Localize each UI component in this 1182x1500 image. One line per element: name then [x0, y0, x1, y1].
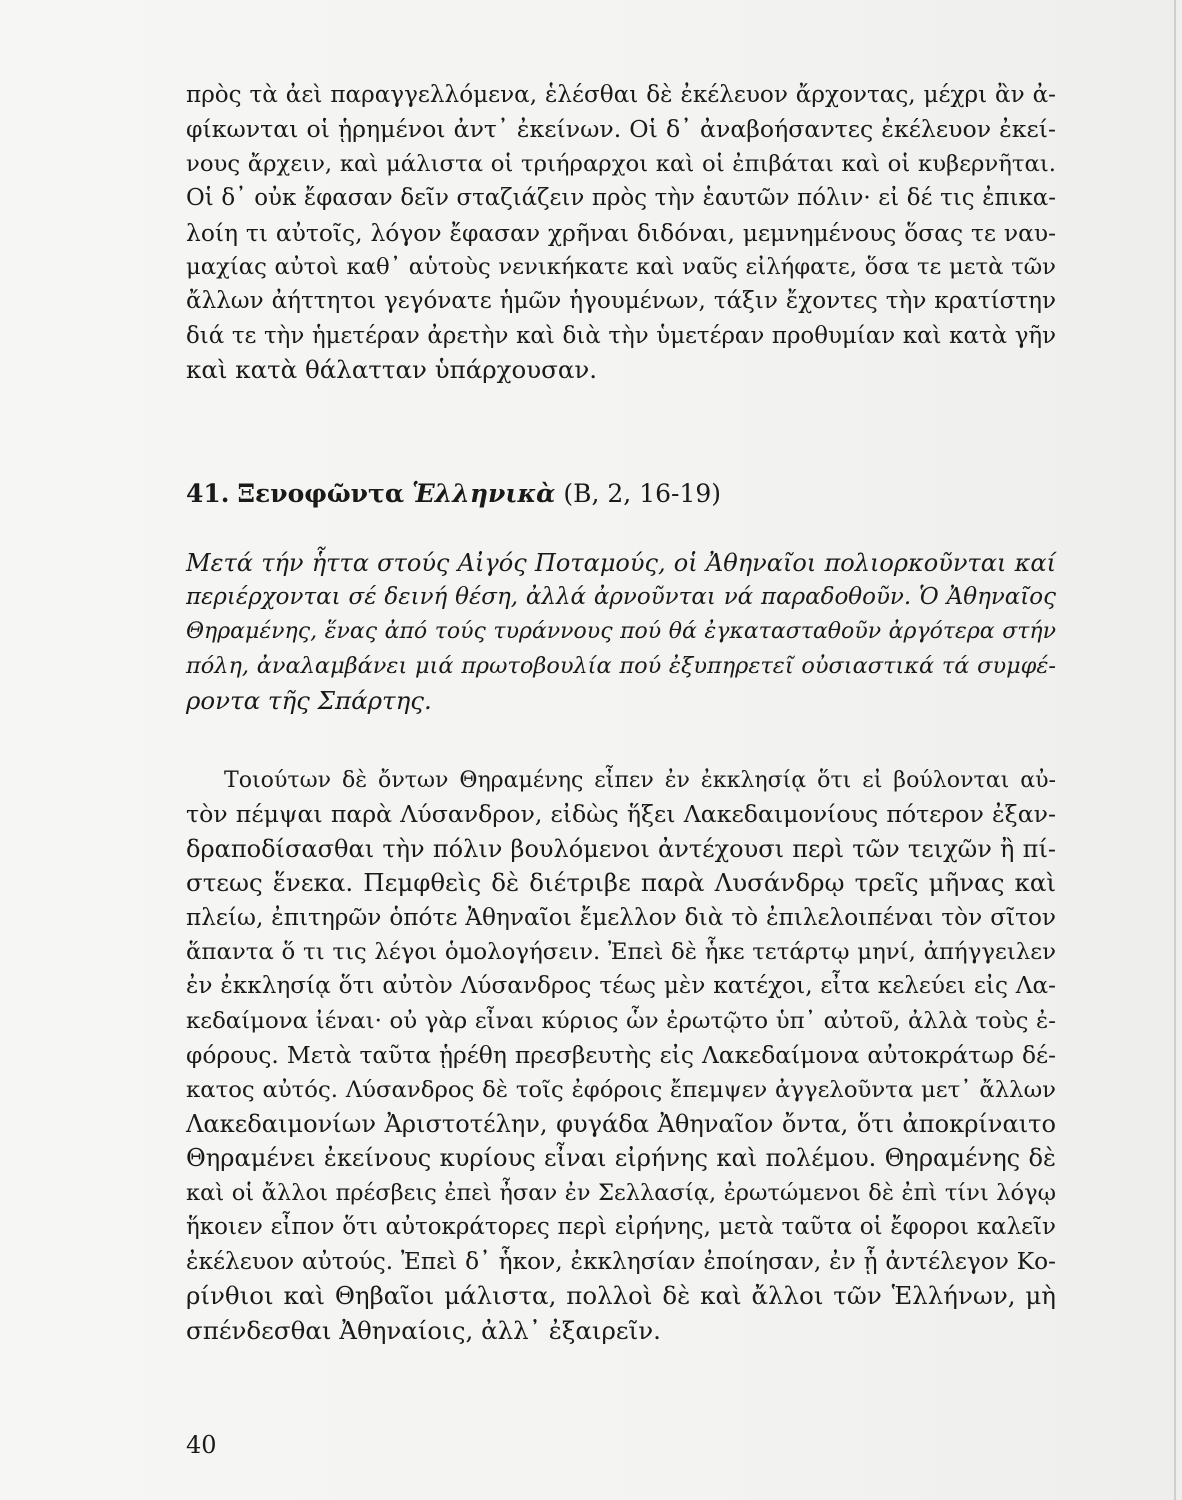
- section-work-title: Ἑλληνικὰ: [412, 479, 556, 508]
- text-line: Τοιούτων δὲ ὄντων Θηραμένης εἶπεν ἐν ἐκκλησίᾳ ὅτι εἰ βούλονται αὐ-: [224, 767, 1056, 793]
- text-line: πλείω, ἐπιτηρῶν ὁπότε Ἀθηναῖοι ἔμελλον διὰ τὸ ἐπιλελοιπέναι τὸν σῖτον: [186, 903, 1056, 931]
- text-line: τὸν πέμψαι παρὰ Λύσανδρον, εἰδὼς ἥξει Λακεδαιμονίους πότερον ἐξαν-: [186, 800, 1056, 829]
- text-line: φόρους. Μετὰ ταῦτα ᾑρέθη πρεσβευτὴς εἰς Λακεδαίμονα αὐτοκράτωρ δέ-: [186, 1041, 1056, 1070]
- text-line: ἅπαντα ὅ τι τις λέγοι ὁμολογήσειν. Ἐπεὶ δὲ ἧκε τετάρτῳ μηνί, ἀπήγγειλεν: [186, 939, 1056, 966]
- text-line: ἄλλων ἀήττητοι γεγόνατε ἡμῶν ἡγουμένων, τάξιν ἔχοντες τὴν κρατίστην: [186, 288, 1056, 315]
- text-line: Θηραμένει ἐκείνους κυρίους εἶναι εἰρήνης καὶ πολέμου. Θηραμένης δὲ: [186, 1144, 1056, 1173]
- text-line: δραποδίσασθαι τὴν πόλιν βουλόμενοι ἀντέχουσι περὶ τῶν τειχῶν ἢ πί-: [186, 834, 1056, 863]
- text-line: κατος αὐτός. Λύσανδρος δὲ τοῖς ἐφόροις ἔπεμψεν ἀγγελοῦντα μετ᾿ ἄλλων: [186, 1076, 1056, 1103]
- text-line: ροντα τῆς Σπάρτης.: [186, 685, 432, 715]
- page-number: 40: [186, 1431, 217, 1459]
- text-line: πρὸς τὰ ἀεὶ παραγγελλόμενα, ἑλέσθαι δὲ ἐκέλευον ἄρχοντας, μέχρι ἂν ἀ-: [186, 82, 1056, 108]
- section-number: 41.: [186, 479, 230, 508]
- text-line: ἥκοιεν εἶπον ὅτι αὐτοκράτορες περὶ εἰρήνης, μετὰ ταῦτα οἱ ἔφοροι καλεῖν: [186, 1214, 1056, 1241]
- text-line: ρίνθιοι καὶ Θηβαῖοι μάλιστα, πολλοὶ δὲ καὶ ἄλλοι τῶν Ἑλλήνων, μὴ: [186, 1281, 1056, 1311]
- text-line: κεδαίμονα ἰέναι· οὐ γὰρ εἶναι κύριος ὧν ἐρωτῷτο ὑπ᾿ αὐτοῦ, ἀλλὰ τοὺς ἐ-: [186, 1007, 1056, 1034]
- text-line: στεως ἕνεκα. Πεμφθεὶς δὲ διέτριβε παρὰ Λυσάνδρῳ τρεῖς μῆνας καὶ: [186, 868, 1056, 898]
- text-line: ἐν ἐκκλησίᾳ ὅτι αὐτὸν Λύσανδρος τέως μὲν κατέχοι, εἶτα κελεύει εἰς Λα-: [186, 972, 1056, 1000]
- main-paragraph: [186, 763, 1056, 1348]
- text-line: ἐκέλευον αὐτούς. Ἐπεὶ δ᾿ ἧκον, ἐκκλησίαν ἐποίησαν, ἐν ᾗ ἀντέλεγον Κο-: [186, 1247, 1056, 1275]
- text-line: νους ἄρχειν, καὶ μάλιστα οἱ τριήραρχοι καὶ οἱ ἐπιβάται καὶ οἱ κυβερνῆται.: [186, 150, 1056, 177]
- top-paragraph: [186, 78, 1056, 388]
- text-line: Θηραμένης, ἕνας ἀπό τούς τυράννους πού θά ἐγκατασταθοῦν ἀργότερα στήν: [186, 618, 1056, 644]
- text-line: καὶ κατὰ θάλατταν ὑπάρχουσαν.: [186, 355, 598, 385]
- text-line: καὶ οἱ ἄλλοι πρέσβεις ἐπεὶ ἦσαν ἐν Σελλασίᾳ, ἐρωτώμενοι δὲ ἐπὶ τίνι λόγῳ: [186, 1179, 1056, 1206]
- section-heading: [186, 477, 721, 511]
- text-line: πόλη, ἀναλαμβάνει μιά πρωτοβουλία πού ἐξυπηρετεῖ οὐσιαστικά τά συμφέ-: [186, 653, 1056, 680]
- section-reference: (Β, 2, 16-19): [563, 479, 722, 508]
- text-line: σπένδεσθαι Ἀθηναίοις, ἀλλ᾿ ἐξαιρεῖν.: [186, 1315, 661, 1345]
- page-edge-line: [1174, 0, 1176, 1500]
- intro-paragraph: [186, 546, 1056, 718]
- text-line: Λακεδαιμονίων Ἀριστοτέλην, φυγάδα Ἀθηναῖον ὄντα, ὅτι ἀποκρίναιτο: [186, 1110, 1056, 1139]
- text-line: διά τε τὴν ἡμετέραν ἀρετὴν καὶ διὰ τὴν ὑμετέραν προθυμίαν καὶ κατὰ γῆν: [186, 322, 1056, 349]
- text-line: περιέρχονται σέ δεινή θέση, ἀλλά ἀρνοῦνται νά παραδοθοῦν. Ὁ Ἀθηναῖος: [186, 584, 1056, 611]
- text-line: λοίη τι αὐτοῖς, λόγον ἔφασαν χρῆναι διδόναι, μεμνημένους ὅσας τε ναυ-: [186, 218, 1056, 247]
- text-line: μαχίας αὐτοὶ καθ᾿ αὑτοὺς νενικήκατε καὶ ναῦς εἰλήφατε, ὅσα τε μετὰ τῶν: [186, 254, 1056, 281]
- text-line: Μετά τήν ἧττα στούς Αἰγός Ποταμούς, οἱ Ἀθηναῖοι πολιορκοῦνται καί: [186, 549, 1056, 577]
- section-author: Ξενοφῶντα: [237, 479, 405, 508]
- text-line: φίκωνται οἱ ᾑρημένοι ἀντ᾿ ἐκείνων. Οἱ δ᾿ ἀναβοήσαντες ἐκέλευον ἐκεί-: [186, 115, 1056, 144]
- text-line: Οἱ δ᾿ οὐκ ἔφασαν δεῖν σταζιάζειν πρὸς τὴν ἑαυτῶν πόλιν· εἰ δέ τις ἐπικα-: [186, 185, 1056, 212]
